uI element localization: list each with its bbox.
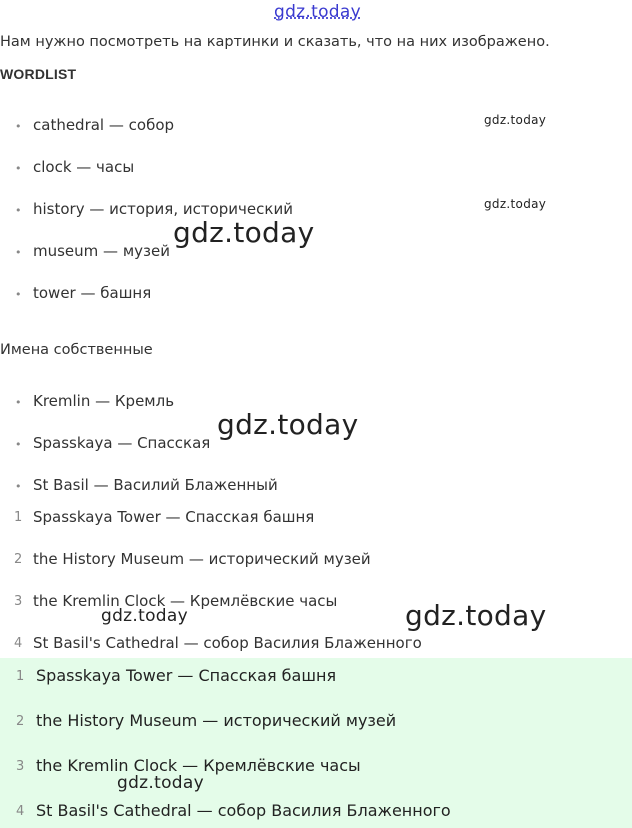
item-number: 2 [14,552,23,567]
watermark: gdz.today [484,113,547,127]
numbered-item: the History Museum — исторический музей [33,550,371,568]
watermark: gdz.today [217,408,359,441]
answer-item: St Basil's Cathedral — собор Василия Блаженного [36,801,451,820]
bullet-icon: • [15,480,22,493]
wordlist-item: museum — музей [33,242,170,260]
bullet-icon: • [15,246,22,259]
answer-number: 4 [16,804,25,819]
proper-item: Kremlin — Кремль [33,392,175,410]
bullet-icon: • [15,162,22,175]
intro-text: Нам нужно посмотреть на картинки и сказать, что на них изображено. [0,34,550,50]
watermark: gdz.today [101,606,188,626]
answer-number: 1 [16,669,25,684]
answer-item: the History Museum — исторический музей [36,711,397,730]
numbered-item: the Kremlin Clock — Кремлёвские часы [33,592,338,610]
bullet-icon: • [15,438,22,451]
bullet-icon: • [15,396,22,409]
answer-item: Spasskaya Tower — Спасская башня [36,666,337,685]
bullet-icon: • [15,204,22,217]
wordlist-item: clock — часы [33,158,135,176]
item-number: 1 [14,510,23,525]
numbered-item: Spasskaya Tower — Спасская башня [33,508,315,526]
answer-number: 3 [16,759,25,774]
bullet-icon: • [15,120,22,133]
wordlist-item: cathedral — собор [33,116,175,134]
answer-item: the Kremlin Clock — Кремлёвские часы [36,756,361,775]
proper-names-heading: Имена собственные [0,342,153,358]
wordlist-item: tower — башня [33,284,152,302]
proper-item: Spasskaya — Спасская [33,434,211,452]
watermark: gdz.today [405,599,547,632]
proper-item: St Basil — Василий Блаженный [33,476,278,494]
wordlist-item: history — история, исторический [33,200,293,218]
top-watermark-link[interactable]: gdz.today [274,2,361,22]
answer-number: 2 [16,714,25,729]
numbered-item: St Basil's Cathedral — собор Василия Блаженного [33,634,422,652]
watermark: gdz.today [484,197,547,211]
item-number: 4 [14,636,23,651]
bullet-icon: • [15,288,22,301]
watermark: gdz.today [117,773,204,793]
item-number: 3 [14,594,23,609]
watermark: gdz.today [173,216,315,249]
wordlist-heading: WORDLIST [0,66,77,82]
